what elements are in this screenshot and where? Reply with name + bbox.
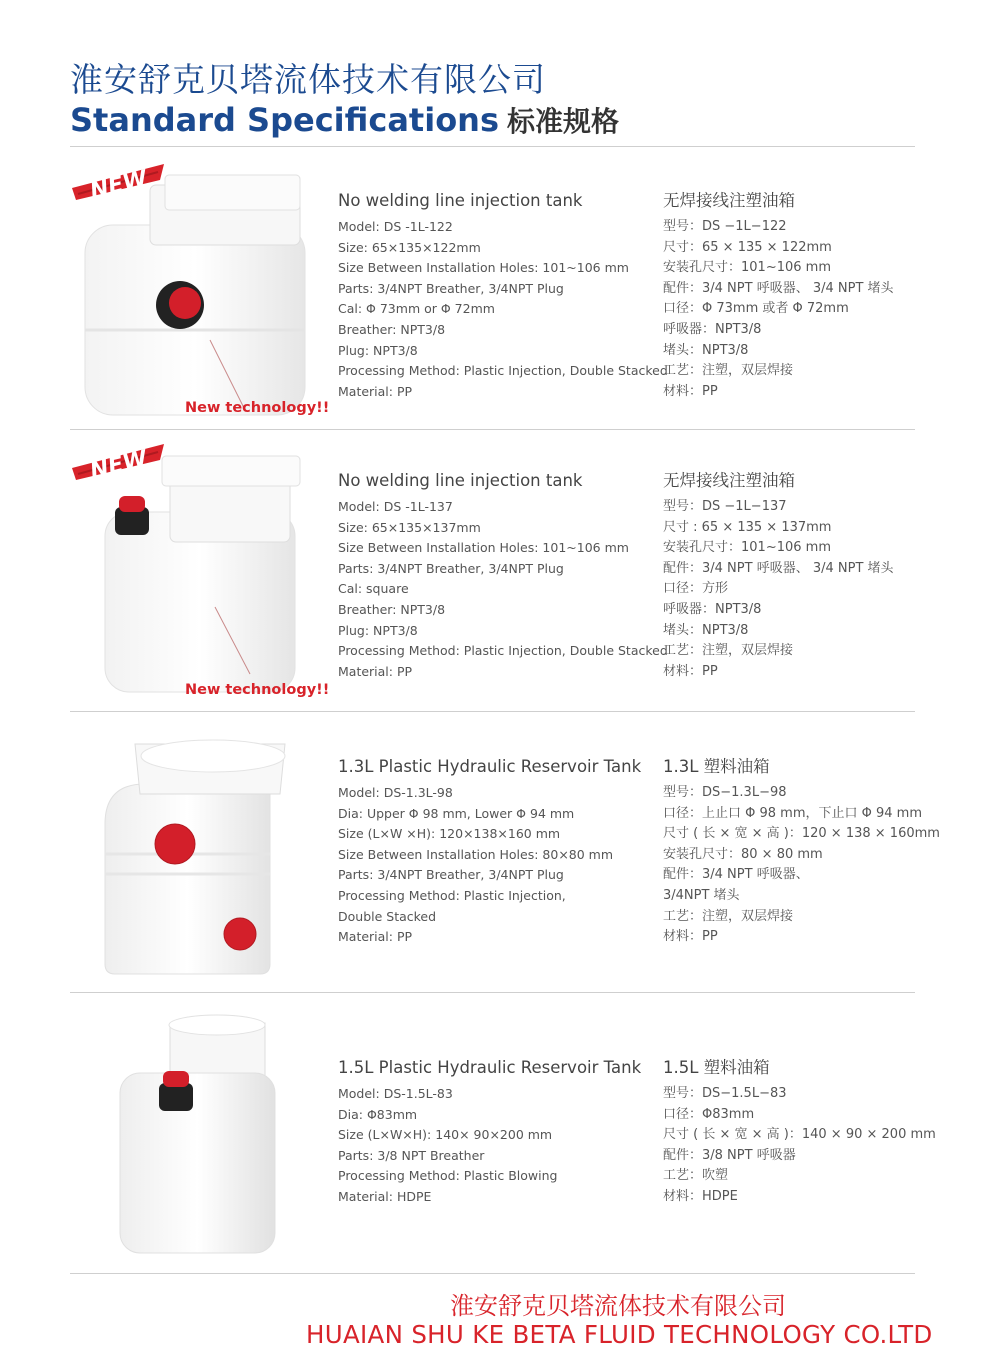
product-title-en: 1.5L Plastic Hydraulic Reservoir Tank: [338, 1058, 642, 1077]
spec-line: Material: PP: [338, 929, 413, 945]
product-title-cn: 无焊接线注塑油箱: [663, 471, 795, 490]
new-technology-label: New technology!!: [185, 400, 330, 416]
specs-en: [338, 1053, 658, 1208]
spec-line: 安装孔尺寸：101~106 mm: [663, 260, 831, 276]
spec-line: 口径：方形: [663, 581, 729, 597]
divider: [70, 1273, 915, 1274]
new-badge-text: NEW: [87, 166, 150, 205]
spec-line: Parts: 3/4NPT Breather, 3/4NPT Plug: [338, 560, 564, 576]
spec-line: 型号：DS −1L−122: [663, 219, 787, 234]
spec-line: 材料：PP: [663, 663, 718, 679]
spec-line: 堵头：NPT3/8: [663, 622, 749, 638]
spec-line: Parts: 3/4NPT Breather, 3/4NPT Plug: [338, 280, 564, 296]
spec-line: Dia: Upper Φ 98 mm, Lower Φ 94 mm: [338, 805, 575, 821]
spec-line: Processing Method: Plastic Injection, Double Stacked: [338, 643, 668, 659]
spec-line: Cal: Φ 73mm or Φ 72mm: [338, 301, 495, 317]
spec-line: Size (L×W ×H): 120×138×160 mm: [338, 826, 561, 842]
spec-line: 口径：Φ 73mm 或者 Φ 72mm: [663, 301, 849, 317]
spec-line: 尺寸：65 × 135 × 122mm: [663, 239, 832, 255]
spec-line: Size: 65×135×137mm: [338, 519, 481, 535]
spec-line: Material: PP: [338, 383, 413, 399]
tank-image-1l-137: [70, 452, 330, 712]
specs-cn: [663, 186, 953, 402]
spec-line: 配件：3/4 NPT 呼吸器、: [663, 867, 809, 883]
spec-line: Size Between Installation Holes: 101~106 mm: [338, 540, 629, 556]
specs-cn: [663, 752, 953, 948]
spec-line: 堵头：NPT3/8: [663, 342, 749, 358]
product-section-2: [0, 430, 1000, 712]
divider: [70, 146, 915, 147]
new-technology-label: New technology!!: [185, 682, 330, 698]
spec-line: Processing Method: Plastic Injection,: [338, 887, 566, 903]
spec-line: 型号：DS−1.5L−83: [663, 1086, 787, 1101]
spec-line: 尺寸 ( 长 × 宽 × 高 )：120 × 138 × 160mm: [663, 826, 940, 842]
spec-line: 3/4NPT 堵头: [663, 887, 740, 903]
tank-image-1-3l: [95, 734, 295, 984]
spec-line: 工艺：注塑，双层焊接: [663, 643, 794, 659]
spec-line: Material: PP: [338, 663, 413, 679]
spec-line: Model: DS-1.5L-83: [338, 1086, 453, 1101]
spec-line: Size: 65×135×122mm: [338, 239, 481, 255]
spec-line: 口径：上止口 Φ 98 mm，下止口 Φ 94 mm: [663, 805, 922, 821]
spec-line: Breather: NPT3/8: [338, 601, 446, 617]
spec-line: 工艺：注塑，双层焊接: [663, 908, 794, 924]
spec-line: 呼吸器：NPT3/8: [663, 601, 762, 617]
page-title-en: Standard Specifications: [70, 101, 499, 139]
spec-line: 尺寸 : 65 × 135 × 137mm: [663, 519, 832, 535]
spec-line: 配件：3/4 NPT 呼吸器、 3/4 NPT 堵头: [663, 560, 894, 576]
spec-line: 安装孔尺寸：80 × 80 mm: [663, 846, 823, 862]
spec-line: Double Stacked: [338, 908, 437, 924]
spec-line: 口径：Φ83mm: [663, 1106, 755, 1122]
product-section-1: [0, 150, 1000, 430]
spec-line: 材料：PP: [663, 383, 718, 399]
product-title-cn: 1.5L 塑料油箱: [663, 1058, 770, 1077]
specs-en: [338, 752, 658, 948]
footer-company-cn: 淮安舒克贝塔流体技术有限公司: [450, 1292, 786, 1320]
spec-line: Plug: NPT3/8: [338, 622, 418, 638]
spec-line: Parts: 3/4NPT Breather, 3/4NPT Plug: [338, 867, 564, 883]
spec-line: Model: DS -1L-137: [338, 499, 453, 514]
spec-line: 安装孔尺寸：101~106 mm: [663, 540, 831, 556]
spec-line: Size Between Installation Holes: 80×80 mm: [338, 846, 614, 862]
product-section-4: [0, 993, 1000, 1273]
product-section-3: [0, 712, 1000, 992]
spec-line: Model: DS -1L-122: [338, 219, 453, 234]
product-title-cn: 无焊接线注塑油箱: [663, 191, 795, 210]
product-title-cn: 1.3L 塑料油箱: [663, 757, 770, 776]
page-title-cn: 标准规格: [507, 105, 620, 138]
spec-line: Size (L×W×H): 140× 90×200 mm: [338, 1127, 553, 1143]
product-title-en: 1.3L Plastic Hydraulic Reservoir Tank: [338, 757, 642, 776]
specs-cn: [663, 466, 953, 682]
page-title: [70, 100, 619, 140]
tank-image-1-5l: [115, 1013, 280, 1263]
spec-line: 型号：DS−1.3L−98: [663, 785, 787, 800]
footer-company-en: HUAIAN SHU KE BETA FLUID TECHNOLOGY CO.LTD: [306, 1320, 933, 1349]
spec-line: 材料：HDPE: [663, 1188, 738, 1204]
spec-line: Processing Method: Plastic Injection, Double Stacked: [338, 363, 668, 379]
spec-line: Cal: square: [338, 581, 409, 597]
specs-en: [338, 186, 668, 402]
spec-line: 型号：DS −1L−137: [663, 499, 787, 514]
spec-line: Plug: NPT3/8: [338, 342, 418, 358]
spec-line: 尺寸 ( 长 × 宽 × 高 )：140 × 90 × 200 mm: [663, 1127, 936, 1143]
spec-line: Dia: Φ83mm: [338, 1106, 418, 1122]
spec-line: 配件：3/8 NPT 呼吸器: [663, 1147, 796, 1163]
tank-image-1l-122: [70, 170, 330, 430]
spec-line: Breather: NPT3/8: [338, 321, 446, 337]
spec-line: Material: HDPE: [338, 1188, 432, 1204]
spec-line: 呼吸器：NPT3/8: [663, 321, 762, 337]
product-title-en: No welding line injection tank: [338, 191, 583, 210]
spec-line: Model: DS-1.3L-98: [338, 785, 453, 800]
product-title-en: No welding line injection tank: [338, 471, 583, 490]
spec-line: Size Between Installation Holes: 101~106 mm: [338, 260, 629, 276]
spec-line: 工艺：吹塑: [663, 1168, 729, 1184]
spec-line: 配件：3/4 NPT 呼吸器、 3/4 NPT 堵头: [663, 280, 894, 296]
spec-line: Parts: 3/8 NPT Breather: [338, 1147, 485, 1163]
spec-line: 材料：PP: [663, 929, 718, 945]
company-name-cn: 淮安舒克贝塔流体技术有限公司: [70, 60, 546, 99]
spec-line: Processing Method: Plastic Blowing: [338, 1168, 558, 1184]
specs-en: [338, 466, 668, 682]
spec-line: 工艺：注塑，双层焊接: [663, 363, 794, 379]
new-badge-text: NEW: [87, 446, 150, 485]
specs-cn: [663, 1053, 953, 1208]
